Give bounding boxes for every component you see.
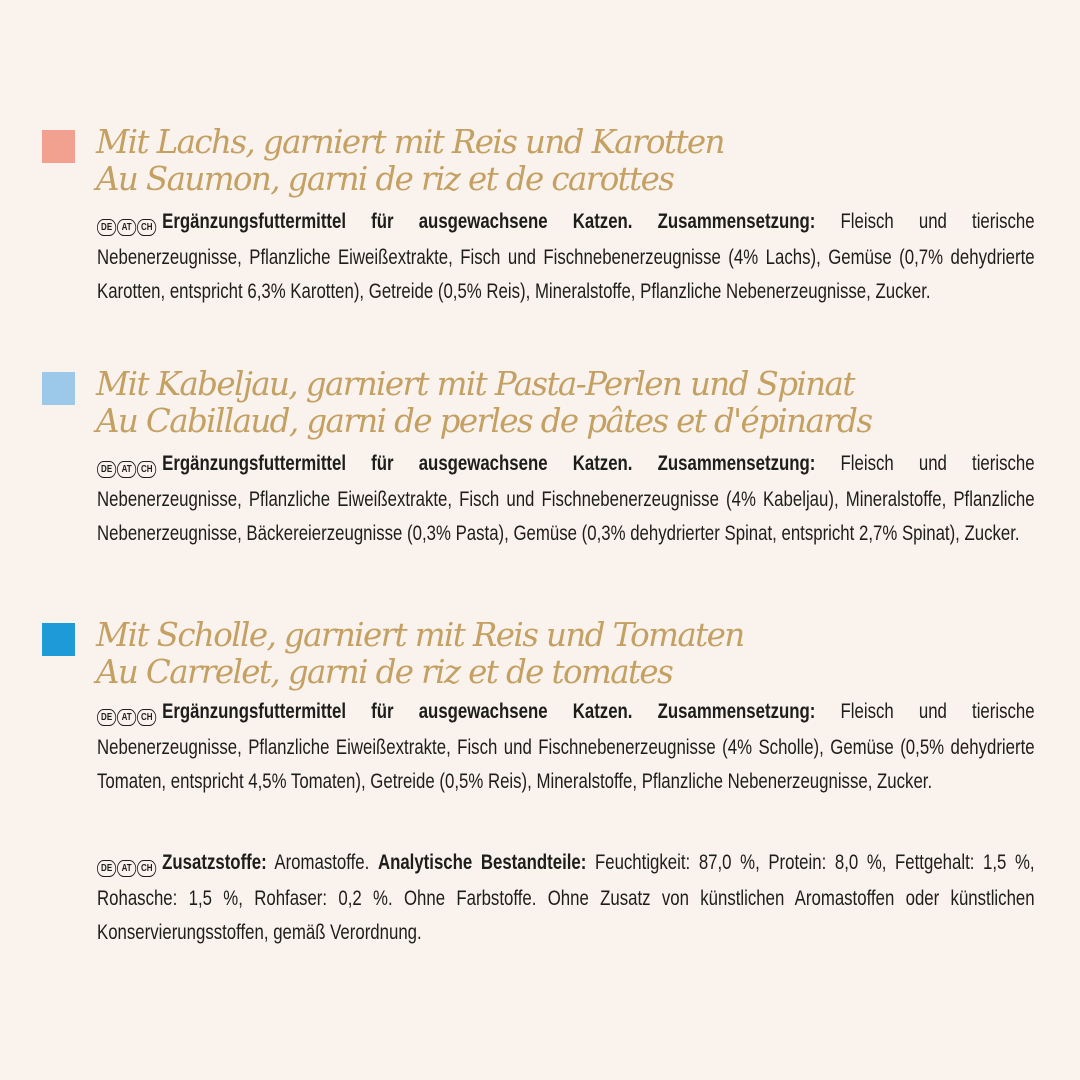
- composition-text: Fleisch und tierische Nebenerzeugnisse, Pflanzliche Eiweißextrakte, Fisch und Fischnebenerzeugnisse (4% Kabeljau), Mineralstoffe, Pflanzliche Nebenerzeugnisse, Bäckereierzeugnisse (0,3% Pasta), Gemüse (0,3% dehydrierter Spinat, entspricht 2,7% Spinat), Zucker.: [97, 452, 1035, 545]
- analytical-label: Analytische Bestandteile:: [377, 851, 587, 874]
- recipe-title-fr: Au Cabillaud, garni de perles de pâtes et d'épinards: [96, 402, 872, 440]
- country-badges: [97, 449, 157, 483]
- cod-color-swatch: [42, 372, 75, 405]
- country-badge-at: AT: [117, 709, 136, 726]
- composition-label: Ergänzungsfuttermittel für ausgewachsene Katzen. Zusammensetzung:: [162, 210, 816, 233]
- country-badge-de: DE: [97, 219, 116, 236]
- country-badge-de: DE: [97, 461, 116, 478]
- recipe-title-de: Mit Scholle, garniert mit Reis und Tomaten: [96, 616, 744, 654]
- recipe-title: [96, 124, 724, 198]
- analytical-values: Feuchtigkeit: 87,0 %, Protein: 8,0 %, Fettgehalt: 1,5 %, Rohasche: 1,5 %, Rohfaser: 0,2 %. Ohne Farbstoffe. Ohne Zusatz von künstlichen Aromastoffen oder künstlichen Konservierungsstoffen, gemäß Verordnung.: [97, 851, 1035, 944]
- country-badge-ch: CH: [137, 219, 157, 236]
- country-badge-ch: CH: [137, 860, 157, 877]
- composition-text: Fleisch und tierische Nebenerzeugnisse, Pflanzliche Eiweißextrakte, Fisch und Fischnebenerzeugnisse (4% Scholle), Gemüse (0,5% dehydrierte Tomaten, entspricht 4,5% Tomaten), Getreide (0,5% Reis), Mineralstoffe, Pflanzliche Nebenerzeugnisse, Zucker.: [97, 700, 1035, 793]
- recipe-title-fr: Au Saumon, garni de riz et de carottes: [96, 160, 674, 198]
- country-badge-at: AT: [117, 860, 136, 877]
- recipe-title-de: Mit Lachs, garniert mit Reis und Karotten: [96, 123, 724, 161]
- country-badges: [97, 848, 157, 882]
- recipe-title-fr: Au Carrelet, garni de riz et de tomates: [96, 653, 673, 691]
- recipe-composition: [97, 695, 1035, 799]
- country-badge-ch: CH: [137, 709, 157, 726]
- country-badge-de: DE: [97, 709, 116, 726]
- country-badge-at: AT: [117, 461, 136, 478]
- recipe-title-de: Mit Kabeljau, garniert mit Pasta-Perlen und Spinat: [96, 365, 854, 403]
- recipe-title: [96, 366, 871, 440]
- country-badge-ch: CH: [137, 461, 157, 478]
- country-badges: [97, 697, 157, 731]
- salmon-color-swatch: [42, 130, 75, 163]
- recipe-composition: [97, 447, 1035, 551]
- composition-label: Ergänzungsfuttermittel für ausgewachsene Katzen. Zusammensetzung:: [162, 452, 816, 475]
- analytical-text: [97, 846, 1035, 950]
- composition-text: Fleisch und tierische Nebenerzeugnisse, Pflanzliche Eiweißextrakte, Fisch und Fischnebenerzeugnisse (4% Lachs), Gemüse (0,7% dehydrierte Karotten, entspricht 6,3% Karotten), Getreide (0,5% Reis), Mineralstoffe, Pflanzliche Nebenerzeugnisse, Zucker.: [97, 210, 1035, 303]
- plaice-color-swatch: [42, 623, 75, 656]
- country-badge-de: DE: [97, 860, 116, 877]
- composition-label: Ergänzungsfuttermittel für ausgewachsene Katzen. Zusammensetzung:: [162, 700, 816, 723]
- additives-label: Zusatzstoffe:: [162, 851, 267, 874]
- additives-text: Aromastoffe.: [266, 851, 378, 874]
- country-badge-at: AT: [117, 219, 136, 236]
- recipe-title: [96, 617, 744, 691]
- country-badges: [97, 207, 157, 241]
- recipe-composition: [97, 205, 1035, 309]
